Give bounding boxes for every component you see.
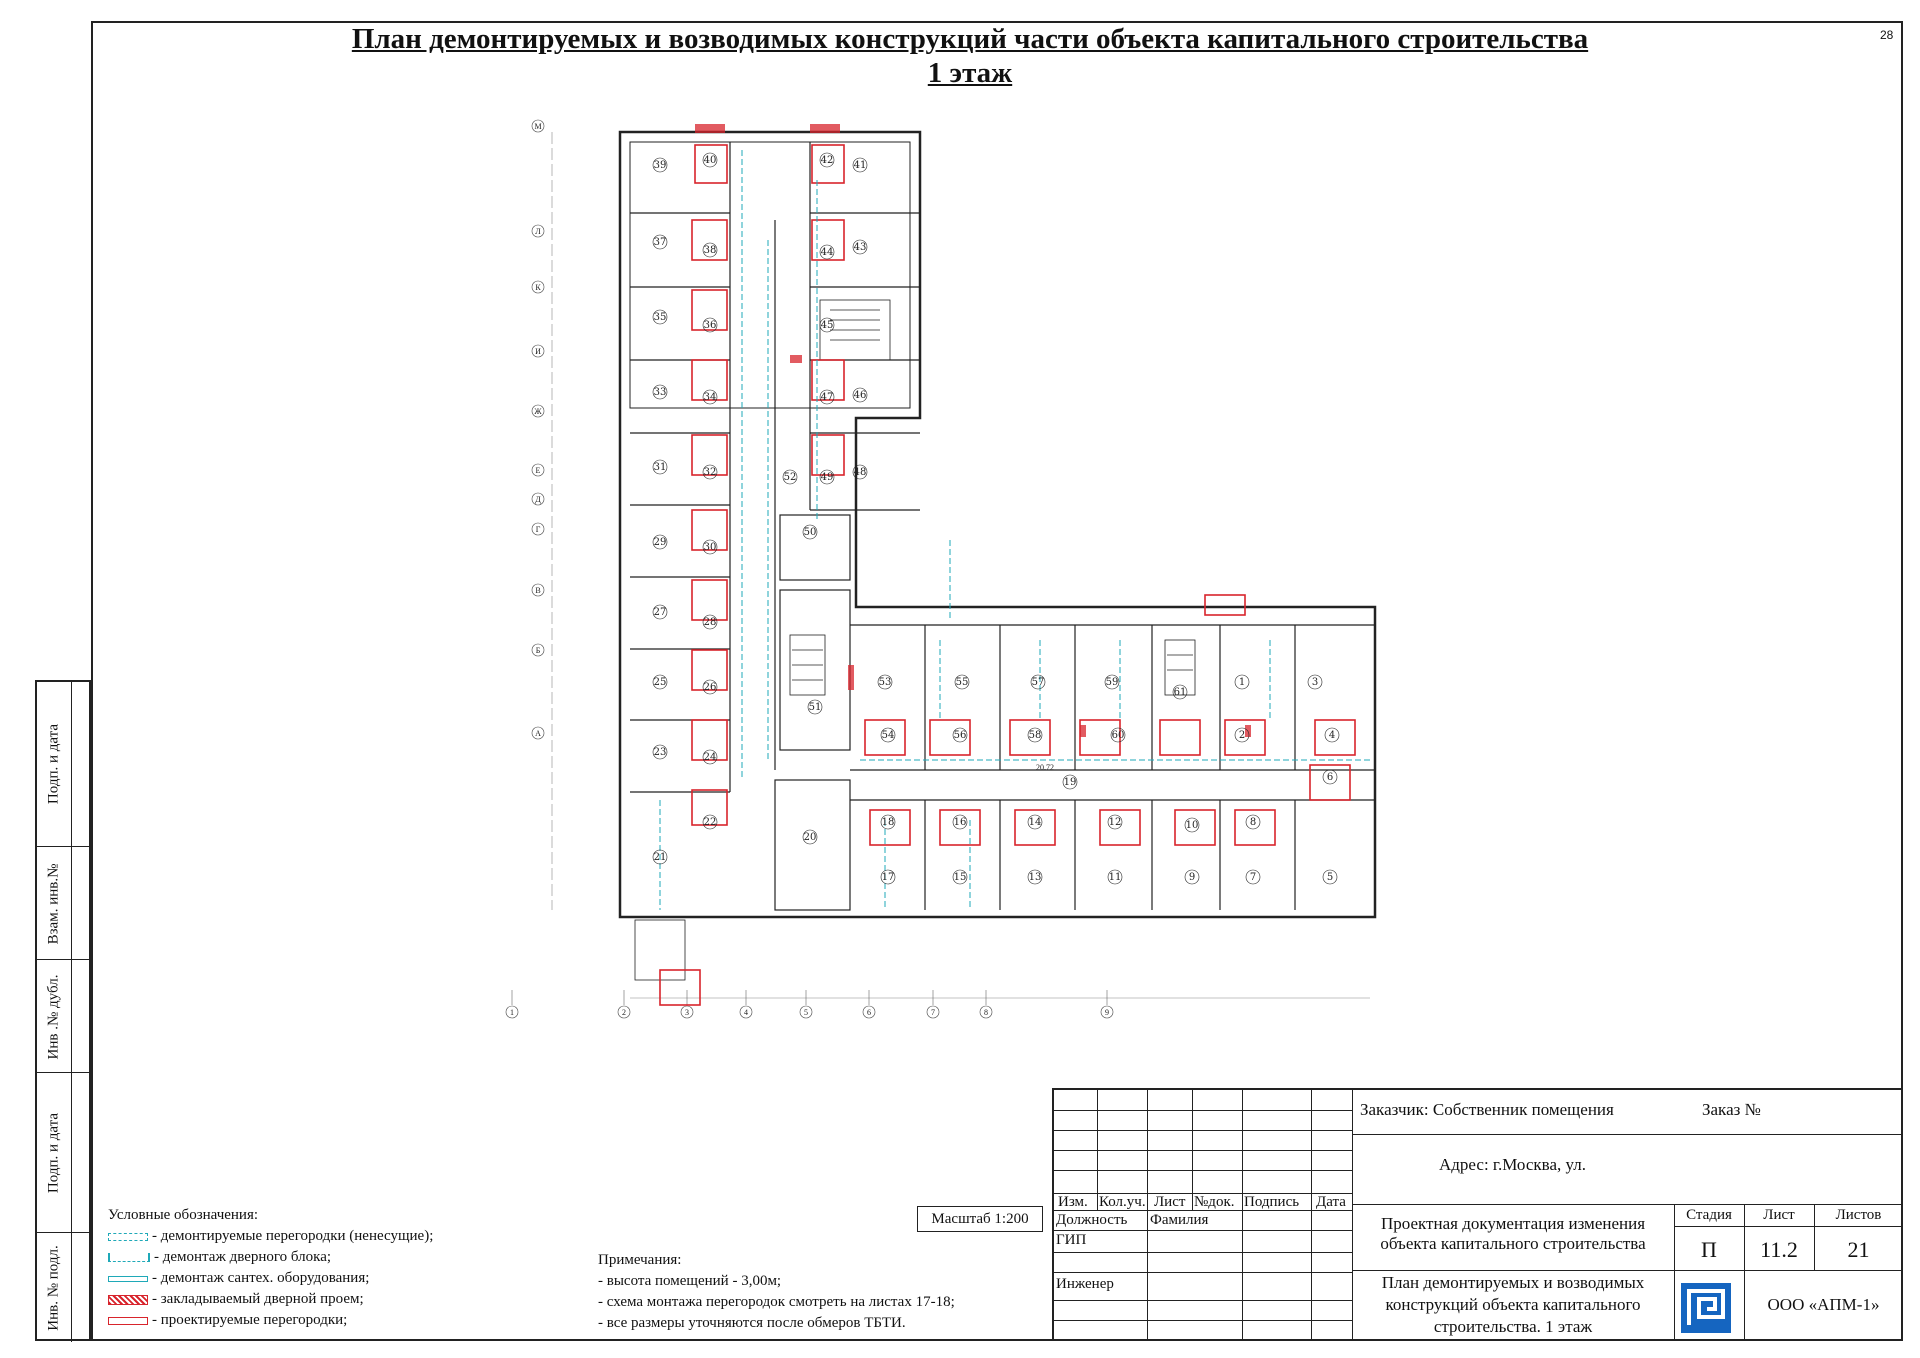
svg-text:58: 58 (1028, 730, 1042, 741)
note-item: - высота помещений - 3,00м; (598, 1273, 782, 1289)
corridor-dimension: 20.72 (1036, 763, 1054, 772)
grid-letter-marker (532, 120, 544, 132)
room-label (703, 680, 717, 694)
grid-letter-marker (532, 345, 544, 357)
svg-text:8: 8 (984, 1008, 988, 1017)
sheet-value: 11.2 (1760, 1237, 1798, 1262)
svg-text:6: 6 (1326, 772, 1334, 783)
room-label (653, 675, 667, 689)
svg-text:55: 55 (955, 677, 969, 688)
side-label: Взам. инв.№ (45, 863, 62, 944)
svg-text:Б: Б (535, 646, 541, 655)
room-label (853, 240, 867, 254)
room-label (1323, 870, 1337, 884)
room-label (1173, 685, 1187, 699)
svg-text:42: 42 (820, 155, 834, 166)
svg-text:1: 1 (1238, 677, 1246, 688)
room-label (803, 830, 817, 844)
room-labels (653, 153, 1339, 884)
svg-text:И: И (535, 347, 541, 356)
room-label (1028, 870, 1042, 884)
legend-item-demolish-partition: - демонтируемые перегородки (ненесущие); (108, 1226, 433, 1247)
svg-text:13: 13 (1028, 872, 1042, 883)
grid-letter-marker (532, 281, 544, 293)
legend-item-demolish-door: - демонтаж дверного блока; (108, 1247, 433, 1268)
customer: Заказчик: Собственник помещения (1360, 1100, 1614, 1119)
room-label (820, 153, 834, 167)
grid-axis-numbers (506, 990, 1113, 1018)
position-label: Должность (1056, 1212, 1128, 1228)
svg-text:3: 3 (685, 1008, 689, 1017)
grid-number-marker (980, 990, 992, 1018)
svg-text:Ж: Ж (534, 407, 542, 416)
grid-number-marker (863, 990, 875, 1018)
room-label (653, 850, 667, 864)
svg-text:Г: Г (535, 525, 541, 534)
svg-text:45: 45 (820, 320, 834, 331)
sheet-label: Лист (1763, 1207, 1795, 1223)
room-label (703, 615, 717, 629)
grid-number-marker (618, 990, 630, 1018)
svg-text:15: 15 (953, 872, 967, 883)
bricked-openings (695, 124, 1251, 737)
room-label (953, 870, 967, 884)
svg-text:57: 57 (1031, 677, 1045, 688)
svg-text:9: 9 (1105, 1008, 1109, 1017)
scale-label: Масштаб 1:200 (917, 1206, 1043, 1232)
grid-number-marker (740, 990, 752, 1018)
svg-text:7: 7 (1249, 872, 1257, 883)
grid-letter-marker (532, 727, 544, 739)
room-label (703, 243, 717, 257)
room-label (653, 535, 667, 549)
room-label (1323, 770, 1337, 784)
svg-text:20: 20 (803, 832, 817, 843)
svg-text:2: 2 (622, 1008, 626, 1017)
side-cell-inv (37, 1232, 91, 1342)
svg-text:5: 5 (1326, 872, 1334, 883)
svg-text:18: 18 (881, 817, 895, 828)
room-label (853, 388, 867, 402)
svg-text:30: 30 (703, 542, 717, 553)
svg-text:24: 24 (703, 752, 717, 763)
note-item: - схема монтажа перегородок смотреть на листах 17-18; (598, 1294, 955, 1310)
side-cell-dup (37, 959, 91, 1073)
sheet-name: План демонтируемых и возводимых конструкций объекта капитального строительства. 1 этаж (1381, 1273, 1645, 1336)
stage-value: П (1701, 1237, 1717, 1262)
room-label (653, 235, 667, 249)
room-label (1028, 728, 1042, 742)
side-label: Подп. и дата (45, 1112, 62, 1194)
company-logo-icon (1681, 1283, 1731, 1333)
page-number: 28 (1880, 28, 1894, 42)
svg-text:Л: Л (535, 227, 541, 236)
room-label (853, 158, 867, 172)
room-label (1185, 870, 1199, 884)
address: Адрес: г.Москва, ул. (1439, 1155, 1586, 1174)
room-label (1235, 675, 1249, 689)
svg-text:34: 34 (703, 392, 717, 403)
room-label (1246, 870, 1260, 884)
svg-text:А: А (535, 729, 541, 738)
room-label (1028, 815, 1042, 829)
svg-text:31: 31 (653, 462, 667, 473)
svg-text:29: 29 (653, 537, 667, 548)
notes-title: Примечания: (598, 1252, 682, 1268)
svg-text:8: 8 (1249, 817, 1257, 828)
side-cell-sign-2 (37, 1072, 91, 1233)
room-label (1185, 818, 1199, 832)
svg-text:54: 54 (881, 730, 895, 741)
header-izm: Изм. (1058, 1194, 1088, 1210)
grid-letter-marker (532, 523, 544, 535)
svg-text:16: 16 (953, 817, 967, 828)
svg-text:21: 21 (653, 852, 667, 863)
order-number: Заказ № (1702, 1100, 1761, 1119)
grid-letter-marker (532, 644, 544, 656)
header-doc: №док. (1194, 1194, 1235, 1210)
gip-label: ГИП (1056, 1232, 1087, 1248)
svg-text:М: М (534, 122, 542, 131)
title-line-1: План демонтируемых и возводимых конструкций части объекта капитального строительства (351, 23, 1589, 55)
side-label: Подп. и дата (45, 723, 62, 805)
svg-text:Е: Е (535, 466, 541, 475)
svg-text:59: 59 (1105, 677, 1119, 688)
sheets-value: 21 (1847, 1237, 1870, 1262)
svg-text:47: 47 (820, 392, 834, 403)
svg-text:37: 37 (653, 237, 667, 248)
svg-text:39: 39 (653, 160, 667, 171)
side-cell-replace (37, 846, 91, 960)
engineer-label: Инженер (1056, 1276, 1114, 1292)
floor-plan (510, 120, 1400, 1020)
room-label (783, 470, 797, 484)
sheets-label: Листов (1835, 1207, 1882, 1223)
svg-text:25: 25 (653, 677, 667, 688)
room-label (1108, 870, 1122, 884)
svg-text:40: 40 (703, 155, 717, 166)
legend-item-demolish-plumbing: - демонтаж сантех. оборудования; (108, 1268, 433, 1289)
room-label (803, 525, 817, 539)
room-label (703, 815, 717, 829)
svg-text:61: 61 (1173, 687, 1187, 698)
room-label (820, 318, 834, 332)
room-label (653, 605, 667, 619)
note-item: - все размеры уточняются после обмеров ТБТИ. (598, 1315, 906, 1331)
room-label (953, 728, 967, 742)
demolished-partitions (660, 150, 1370, 910)
header-signature: Подпись (1244, 1194, 1300, 1210)
svg-text:Д: Д (535, 495, 541, 504)
svg-text:7: 7 (931, 1008, 935, 1017)
svg-text:26: 26 (703, 682, 717, 693)
room-label (820, 470, 834, 484)
legend-title: Условные обозначения: (108, 1207, 259, 1223)
room-label (955, 675, 969, 689)
svg-text:4: 4 (744, 1008, 748, 1017)
svg-text:36: 36 (703, 320, 717, 331)
svg-text:27: 27 (653, 607, 667, 618)
svg-text:60: 60 (1111, 730, 1125, 741)
svg-text:11: 11 (1108, 872, 1122, 883)
svg-text:23: 23 (653, 747, 667, 758)
grid-number-marker (681, 990, 693, 1018)
grid-letter-marker (532, 584, 544, 596)
room-label (703, 153, 717, 167)
svg-text:3: 3 (1311, 677, 1319, 688)
side-label: Инв .№ дубл. (45, 974, 62, 1059)
svg-text:46: 46 (853, 390, 867, 401)
legend (108, 1205, 433, 1331)
svg-text:52: 52 (783, 472, 797, 483)
room-label (853, 465, 867, 479)
header-kolych: Кол.уч. (1099, 1194, 1146, 1210)
legend-item-bricked-opening: - закладываемый дверной проем; (108, 1289, 433, 1310)
side-stamp (35, 680, 91, 1341)
svg-text:14: 14 (1028, 817, 1042, 828)
room-label (653, 460, 667, 474)
room-label (653, 310, 667, 324)
svg-text:5: 5 (804, 1008, 808, 1017)
svg-text:6: 6 (867, 1008, 871, 1017)
building-walls (620, 132, 1375, 917)
room-label (1108, 815, 1122, 829)
side-label: Инв. № подл. (45, 1244, 62, 1331)
room-label (881, 870, 895, 884)
grid-letter-marker (532, 225, 544, 237)
svg-text:4: 4 (1328, 730, 1336, 741)
room-label (881, 815, 895, 829)
left-wing-partitions (630, 142, 920, 910)
svg-text:50: 50 (803, 527, 817, 538)
svg-text:35: 35 (653, 312, 667, 323)
room-label (881, 728, 895, 742)
svg-text:19: 19 (1063, 777, 1077, 788)
svg-text:38: 38 (703, 245, 717, 256)
svg-text:1: 1 (510, 1008, 514, 1017)
room-label (1325, 728, 1339, 742)
svg-text:44: 44 (820, 247, 834, 258)
grid-letter-marker (532, 405, 544, 417)
room-label (1063, 775, 1077, 789)
svg-text:56: 56 (953, 730, 967, 741)
page-title (300, 22, 1640, 90)
room-label (703, 390, 717, 404)
notes (598, 1250, 955, 1334)
room-label (808, 700, 822, 714)
room-label (653, 745, 667, 759)
header-date: Дата (1316, 1194, 1346, 1210)
grid-letter-marker (532, 464, 544, 476)
svg-text:10: 10 (1185, 820, 1199, 831)
room-label (1105, 675, 1119, 689)
bottom-wing-partitions (850, 625, 1375, 910)
room-label (703, 318, 717, 332)
svg-text:32: 32 (703, 467, 717, 478)
svg-text:К: К (535, 283, 541, 292)
svg-text:12: 12 (1108, 817, 1122, 828)
svg-text:9: 9 (1188, 872, 1196, 883)
svg-text:28: 28 (703, 617, 717, 628)
svg-text:33: 33 (653, 387, 667, 398)
svg-text:22: 22 (703, 817, 717, 828)
room-label (1308, 675, 1322, 689)
company-name: ООО «АПМ-1» (1767, 1295, 1880, 1314)
room-label (820, 245, 834, 259)
svg-text:48: 48 (853, 467, 867, 478)
side-cell-sign-1 (37, 682, 91, 846)
room-label (703, 750, 717, 764)
svg-text:2: 2 (1238, 730, 1246, 741)
room-label (820, 390, 834, 404)
surname-label: Фамилия (1150, 1212, 1209, 1228)
room-label (1111, 728, 1125, 742)
svg-text:В: В (535, 586, 541, 595)
room-label (1246, 815, 1260, 829)
room-label (953, 815, 967, 829)
room-label (878, 675, 892, 689)
title-line-2: 1 этаж (927, 57, 1013, 89)
room-label (703, 540, 717, 554)
svg-text:51: 51 (808, 702, 822, 713)
grid-number-marker (800, 990, 812, 1018)
title-block (1052, 1088, 1903, 1341)
stage-label: Стадия (1686, 1207, 1732, 1223)
svg-text:49: 49 (820, 472, 834, 483)
svg-text:43: 43 (853, 242, 867, 253)
room-label (653, 158, 667, 172)
project-name: Проектная документация изменения объекта капитального строительства (1380, 1214, 1646, 1253)
grid-number-marker (1101, 990, 1113, 1018)
grid-letter-marker (532, 493, 544, 505)
svg-text:41: 41 (853, 160, 867, 171)
grid-number-marker (927, 990, 939, 1018)
room-label (703, 465, 717, 479)
grid-axis-letters (532, 120, 544, 739)
room-label (653, 385, 667, 399)
room-label (1031, 675, 1045, 689)
legend-item-new-partition: - проектируемые перегородки; (108, 1310, 433, 1331)
header-list: Лист (1154, 1194, 1186, 1210)
svg-text:17: 17 (881, 872, 895, 883)
svg-text:53: 53 (878, 677, 892, 688)
